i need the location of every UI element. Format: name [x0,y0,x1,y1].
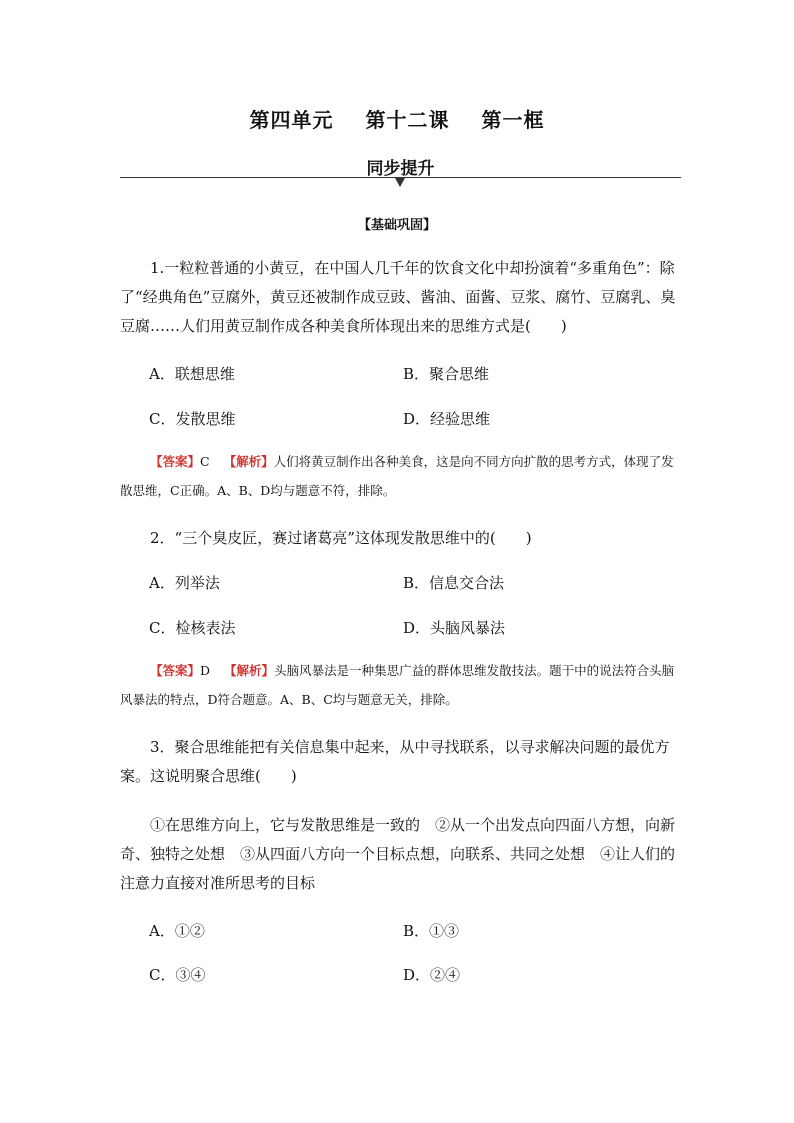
question-1-answer [120,447,680,505]
answer-letter: D [200,663,211,678]
question-2-option-b: B．信息交合法 [403,574,505,592]
question-3-option-c: C．③④ [149,966,206,984]
section-heading: 【基础巩固】 [357,218,436,233]
question-3-option-a: A．①② [149,922,205,940]
answer-tag: 【答案】 [150,663,201,678]
page-title [0,104,794,133]
question-1-answer-text [120,447,680,505]
question-1-stem: 1.一粒粒普通的小黄豆，在中国人几千年的饮食文化中却扮演着“多重角色”：除了“经典角色”豆腐外，黄豆还被制作成豆豉、酱油、面酱、豆浆、腐竹、豆腐乳、臭豆腐……人们用黄豆制作成各种美食所体现出来的思维方式是( ) [120,259,676,335]
question-1-option-a: A．联想思维 [149,365,235,383]
triangle-marker-icon [395,178,405,187]
analysis-text: 人们将黄豆制作出各种美食，这是向不同方向扩散的思考方式，体现了发散思维，C正确。A、B、D均与题意不符，排除。 [120,454,674,498]
question-3-option-b: B．①③ [403,922,460,940]
analysis-text: 头脑风暴法是一种集思广益的群体思维发散技法。题干中的说法符合头脑风暴法的特点，D符合题意。A、B、C均与题意无关，排除。 [120,663,675,707]
subtitle-banner [120,154,681,190]
question-1-option-b: B．聚合思维 [403,365,490,383]
question-3-items: ①在思维方向上，它与发散思维是一致的 ②从一个出发点向四面八方想，向新奇、独特之处想 ③从四面八方向一个目标点想，向联系、共同之处想 ④让人们的注意力直接对准所思考的目标 [120,816,676,892]
answer-letter: C [200,454,210,469]
question-1-option-c: C．发散思维 [149,410,236,428]
analysis-tag: 【解析】 [223,454,274,469]
subtitle: 同步提升 [366,159,435,179]
question-2-option-a: A．列举法 [149,574,220,592]
question-2-option-d: D．头脑风暴法 [403,619,506,637]
question-3-stem: 3．聚合思维能把有关信息集中起来，从中寻找联系，以寻求解决问题的最优方案。这说明聚合思维( ) [120,738,670,785]
analysis-tag: 【解析】 [224,663,275,678]
lesson-title: 第十二课 [365,108,450,132]
answer-tag: 【答案】 [150,454,201,469]
question-1-option-d: D．经验思维 [403,410,491,428]
frame-title: 第一框 [481,108,545,132]
unit-title: 第四单元 [249,108,334,132]
question-2-option-c: C．检核表法 [149,619,236,637]
question-3-option-d: D．②④ [403,966,461,984]
question-2-answer [120,656,680,714]
question-2-stem: 2．“三个臭皮匠，赛过诸葛亮”这体现发散思维中的( ) [150,529,532,547]
question-2-answer-text [120,656,680,714]
